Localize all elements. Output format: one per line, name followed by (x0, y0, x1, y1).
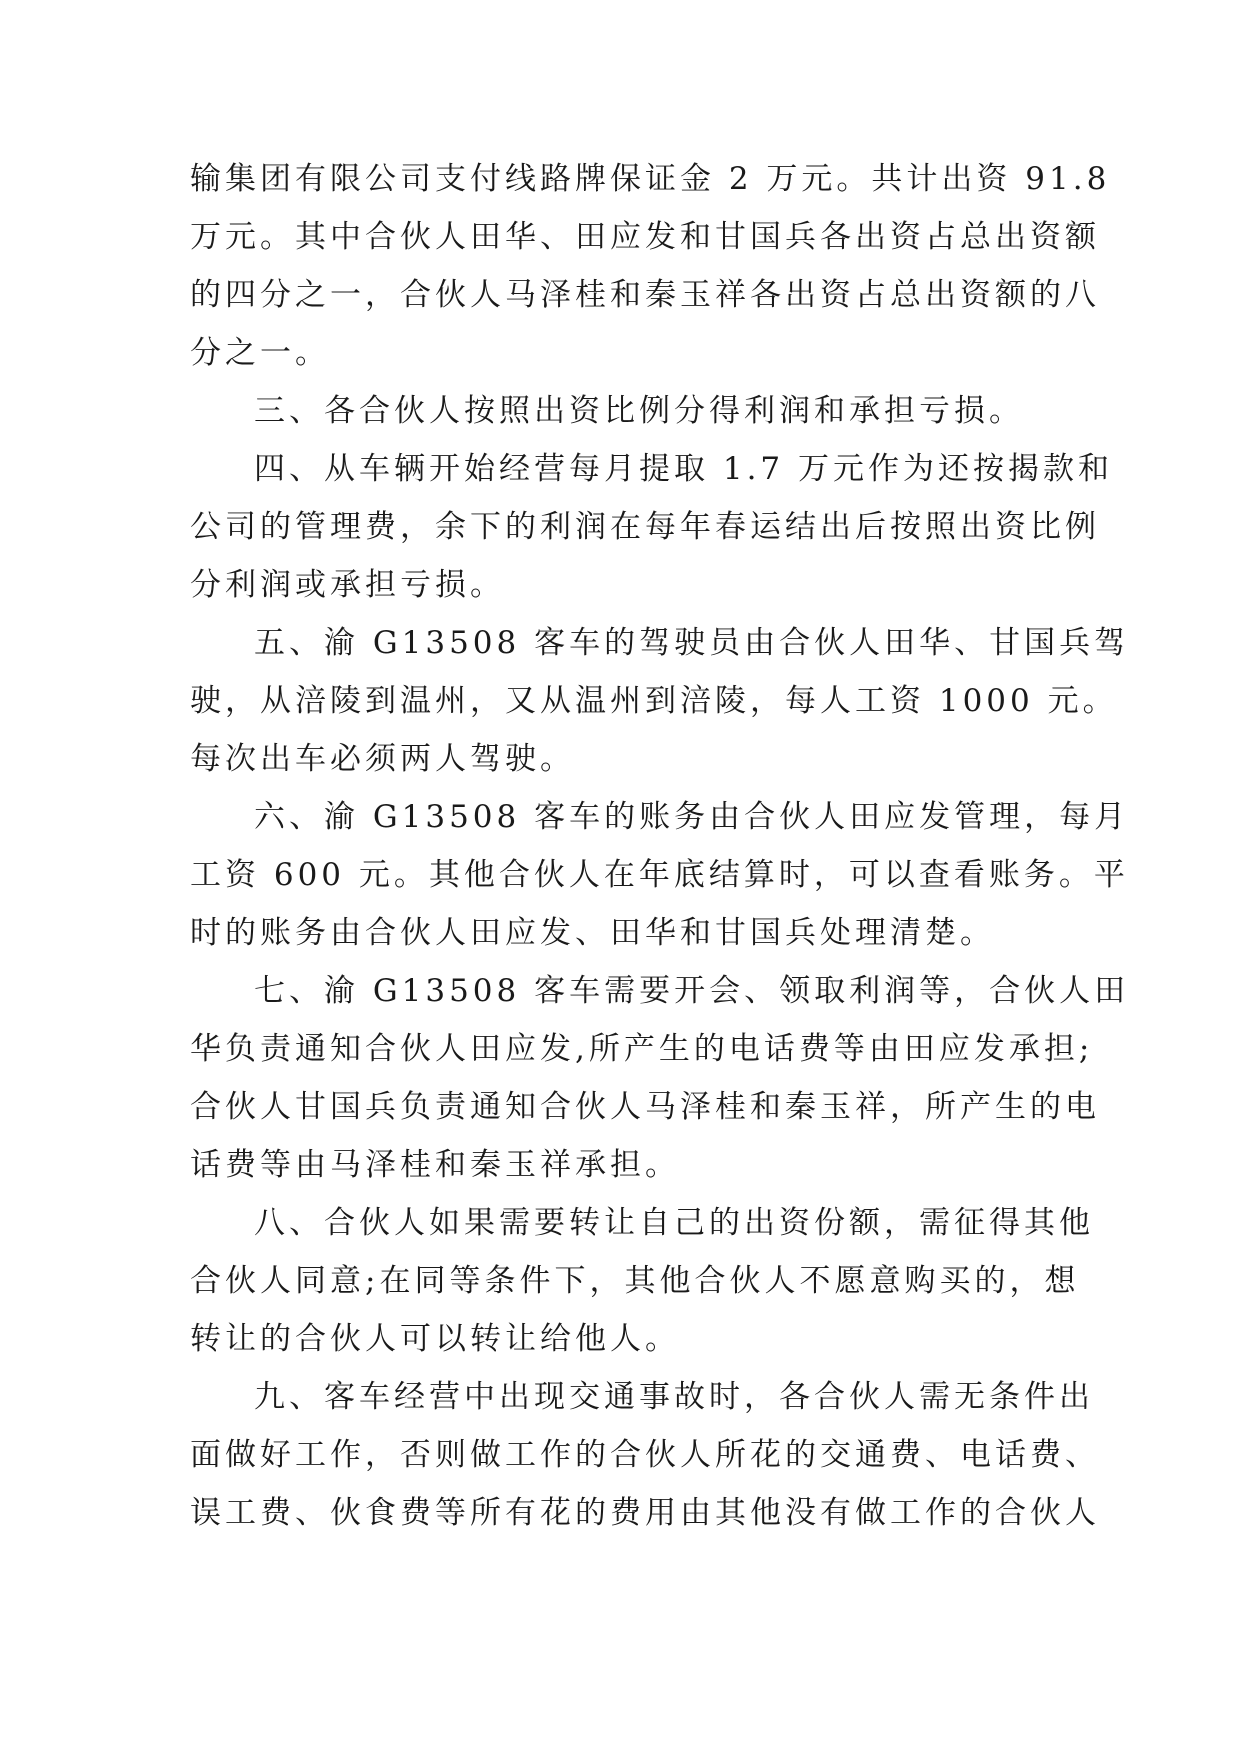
text-line: 公司的管理费，余下的利润在每年春运结出后按照出资比例 (190, 509, 1100, 545)
paragraph-start-line: 七、渝 G13508 客车需要开会、领取利润等，合伙人田 (254, 973, 1130, 1009)
paragraph-start-line: 九、客车经营中出现交通事故时，各合伙人需无条件出 (254, 1379, 1094, 1415)
text-line: 的四分之一，合伙人马泽桂和秦玉祥各出资占总出资额的八 (190, 277, 1100, 313)
text-line: 误工费、伙食费等所有花的费用由其他没有做工作的合伙人 (190, 1495, 1100, 1531)
text-line: 话费等由马泽桂和秦玉祥承担。 (190, 1147, 680, 1183)
text-line: 华负责通知合伙人田应发,所产生的电话费等由田应发承担; (190, 1031, 1094, 1067)
text-line: 面做好工作，否则做工作的合伙人所花的交通费、电话费、 (190, 1437, 1100, 1473)
text-line: 万元。其中合伙人田华、田应发和甘国兵各出资占总出资额 (190, 219, 1100, 255)
text-line: 分利润或承担亏损。 (190, 567, 505, 603)
text-line: 每次出车必须两人驾驶。 (190, 741, 575, 777)
text-line: 合伙人甘国兵负责通知合伙人马泽桂和秦玉祥，所产生的电 (190, 1089, 1100, 1125)
text-line: 分之一。 (190, 335, 330, 371)
text-line: 转让的合伙人可以转让给他人。 (190, 1321, 680, 1357)
paragraph-start-line: 四、从车辆开始经营每月提取 1.7 万元作为还按揭款和 (254, 451, 1114, 487)
text-line: 驶，从涪陵到温州，又从温州到涪陵，每人工资 1000 元。 (190, 683, 1118, 719)
text-line: 合伙人同意;在同等条件下，其他合伙人不愿意购买的，想 (190, 1263, 1080, 1299)
text-line: 输集团有限公司支付线路牌保证金 2 万元。共计出资 91.8 (190, 161, 1111, 197)
text-line: 工资 600 元。其他合伙人在年底结算时，可以查看账务。平 (190, 857, 1129, 893)
paragraph-start-line: 八、合伙人如果需要转让自己的出资份额，需征得其他 (254, 1205, 1094, 1241)
paragraph-start-line: 五、渝 G13508 客车的驾驶员由合伙人田华、甘国兵驾 (254, 625, 1130, 661)
paragraph-start-line: 三、各合伙人按照出资比例分得利润和承担亏损。 (254, 393, 1024, 429)
document-page (190, 150, 1130, 1542)
text-line: 时的账务由合伙人田应发、田华和甘国兵处理清楚。 (190, 915, 995, 951)
paragraph-start-line: 六、渝 G13508 客车的账务由合伙人田应发管理，每月 (254, 799, 1130, 835)
